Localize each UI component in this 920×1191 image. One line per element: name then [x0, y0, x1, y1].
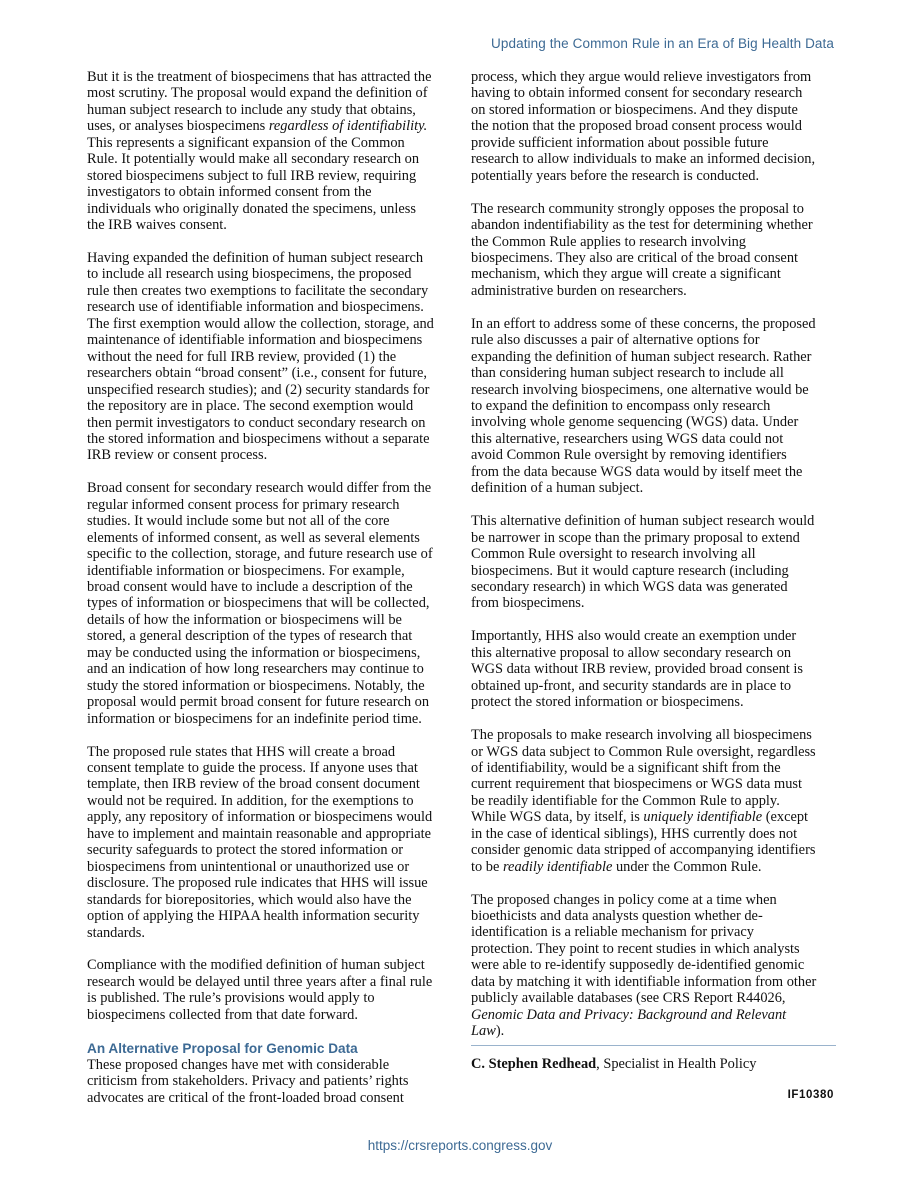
- text-line: IRB review or consent process.: [87, 447, 268, 464]
- emphasis-text: uniquely identifiable: [643, 809, 763, 826]
- text-line: expanding the definition of human subject research. Rather: [471, 348, 812, 365]
- section-heading: An Alternative Proposal for Genomic Data: [87, 1040, 358, 1056]
- text-line: template, then IRB review of the broad consent document: [87, 776, 420, 793]
- text-line: obtained up-front, and security standards are in place to: [471, 677, 792, 694]
- text-line: this alternative, researchers using WGS data could not: [471, 430, 784, 447]
- text-line: maintenance of identifiable information and biospecimens: [87, 332, 423, 349]
- text-line: proposal would permit broad consent for future research on: [87, 694, 430, 711]
- emphasis-text: readily identifiable: [502, 858, 613, 875]
- text-line: WGS data without IRB review, provided broad consent is: [471, 661, 803, 678]
- text-run: ).: [495, 1023, 505, 1040]
- text-line: publicly available databases (see CRS Report R44026,: [471, 990, 786, 1007]
- text-line: security safeguards to protect the stored information or: [87, 842, 404, 859]
- text-line: provide sufficient information about possible future: [471, 134, 769, 151]
- text-line: without the need for full IRB review, provided (1) the: [87, 348, 397, 365]
- paragraph-advocates-critique: [471, 69, 835, 184]
- text-line: This alternative definition of human subject research would: [471, 513, 815, 530]
- text-line: details of how the information or biospecimens will be: [87, 611, 402, 628]
- text-line: in the case of identical siblings), HHS currently does not: [471, 825, 798, 842]
- text-line: may be conducted using the information or biospecimens,: [87, 644, 421, 661]
- text-line: protect the stored information or biospecimens.: [471, 694, 744, 711]
- text-line: potentially years before the research is conducted.: [471, 167, 760, 184]
- text-line: regular informed consent process for primary research: [87, 496, 400, 513]
- text-line: biospecimens collected from that date forward.: [87, 1006, 358, 1023]
- text-line: investigators to obtain informed consent from the: [87, 184, 372, 201]
- footer-link[interactable]: https://crsreports.congress.gov: [367, 1138, 553, 1153]
- text-line: this alternative proposal to allow secondary research on: [471, 644, 792, 661]
- text-line: abandon indentifiability as the test for determining whether: [471, 217, 813, 234]
- text-line: biospecimens. They also are critical of the broad consent: [471, 249, 799, 266]
- text-line: on stored information or biospecimens. And they dispute: [471, 101, 798, 118]
- paragraph-exemptions: [87, 250, 451, 464]
- paragraph-significant-shift: [471, 727, 835, 875]
- paragraph-compliance: [87, 957, 451, 1023]
- text-line: individuals who originally donated the specimens, unless: [87, 200, 416, 217]
- text-line: identifiable information or biospecimens. For example,: [87, 562, 405, 579]
- text-line: avoid Common Rule oversight by removing identifiers: [471, 447, 787, 464]
- text-line: and an indication of how long researchers may continue to: [87, 661, 424, 678]
- text-line: In an effort to address some of these concerns, the proposed: [471, 315, 816, 332]
- text-line: the stored information and biospecimens without a separate: [87, 430, 430, 447]
- author-divider: [471, 1045, 836, 1046]
- text-line: most scrutiny. The proposal would expand the definition of: [87, 85, 428, 102]
- text-line: standards for biorepositories, which would also have the: [87, 891, 412, 908]
- text-line: criticism from stakeholders. Privacy and patients’ rights: [87, 1073, 409, 1090]
- text-line: definition of a human subject.: [471, 480, 644, 497]
- text-line: research involving biospecimens, one alternative would be: [471, 381, 809, 398]
- text-line: bioethicists and data analysts question whether de-: [471, 908, 763, 925]
- text-line: consent template to guide the process. If anyone uses that: [87, 759, 418, 776]
- text-line: biospecimens from unintentional or unauthorized use or: [87, 858, 410, 875]
- text-line: Importantly, HHS also would create an exemption under: [471, 628, 797, 645]
- text-line: standards.: [87, 924, 145, 941]
- text-run: uses, or analyses biospecimens: [87, 118, 269, 135]
- text-line: or WGS data subject to Common Rule oversight, regardless: [471, 743, 816, 760]
- paragraph-alternative-options: [471, 316, 835, 497]
- text-line: [471, 1007, 835, 1023]
- paragraph-research-community: [471, 201, 835, 300]
- text-line: types of information or biospecimens that will be collected,: [87, 595, 430, 612]
- text-line: [87, 118, 451, 134]
- text-line: The first exemption would allow the collection, storage, and: [87, 315, 434, 332]
- paragraph-broad-consent: [87, 480, 451, 727]
- text-line: to include all research using biospecimens, the proposed: [87, 266, 412, 283]
- text-line: have to implement and maintain reasonable and appropriate: [87, 825, 432, 842]
- author-name: C. Stephen Redhead: [471, 1055, 597, 1072]
- text-line: human subject research to include any study that obtains,: [87, 101, 416, 118]
- text-line: involving whole genome sequencing (WGS) data. Under: [471, 414, 799, 431]
- text-line: research use of identifiable information and biospecimens.: [87, 299, 424, 316]
- text-line: to expand the definition to encompass only research: [471, 398, 771, 415]
- text-line: rule also discusses a pair of alternative options for: [471, 332, 760, 349]
- text-line: research would be delayed until three years after a final rule: [87, 973, 433, 990]
- text-line: broad consent would have to include a description of the: [87, 579, 413, 596]
- text-line: apply, any repository of information or biospecimens would: [87, 809, 433, 826]
- text-line: then permit investigators to conduct secondary research on: [87, 414, 426, 431]
- right-column: [471, 69, 835, 1072]
- author-line: [471, 1056, 835, 1072]
- text-line: The proposed changes in policy come at a time when: [471, 891, 777, 908]
- text-line: identification is a reliable mechanism for privacy: [471, 924, 754, 941]
- text-line: The proposals to make research involving all biospecimens: [471, 727, 812, 744]
- paragraph-deidentification: [471, 892, 835, 1040]
- text-run: While WGS data, by itself, is: [471, 809, 644, 826]
- text-line: Rule. It potentially would make all secondary research on: [87, 151, 420, 168]
- text-line: information or biospecimens for an indefinite period time.: [87, 710, 422, 727]
- text-line: Compliance with the modified definition of human subject: [87, 957, 425, 974]
- text-line: from the data because WGS data would by itself meet the: [471, 463, 803, 480]
- text-line: administrative burden on researchers.: [471, 282, 687, 299]
- text-line: unspecified research studies); and (2) security standards for: [87, 381, 430, 398]
- text-line: Common Rule oversight to research involving all: [471, 546, 756, 563]
- text-line: from biospecimens.: [471, 595, 585, 612]
- text-line: This represents a significant expansion of the Common: [87, 134, 405, 151]
- text-line: But it is the treatment of biospecimens that has attracted the: [87, 69, 432, 85]
- text-line: the IRB waives consent.: [87, 217, 227, 234]
- text-line: having to obtain informed consent for secondary research: [471, 85, 803, 102]
- text-line: the repository are in place. The second exemption would: [87, 398, 414, 415]
- text-run: to be: [471, 858, 503, 875]
- report-title-emphasis: Law: [471, 1023, 496, 1040]
- text-line: disclosure. The proposed rule indicates that HHS will issue: [87, 875, 428, 892]
- text-line: elements of informed consent, as well as several elements: [87, 529, 420, 546]
- emphasis-text: regardless of identifiability.: [268, 118, 428, 135]
- text-line: protection. They point to recent studies in which analysts: [471, 940, 800, 957]
- text-line: the Common Rule applies to research involving: [471, 233, 746, 250]
- report-title-emphasis: Genomic Data and Privacy: Background and Relevant: [471, 1006, 787, 1023]
- text-line: [471, 809, 835, 825]
- text-line: The proposed rule states that HHS will create a broad: [87, 743, 396, 760]
- text-line: consider genomic data stripped of accompanying identifiers: [471, 842, 816, 859]
- paragraph-narrower-scope: [471, 513, 835, 612]
- text-line: Broad consent for secondary research would differ from the: [87, 480, 432, 497]
- text-line: than considering human subject research to include all: [471, 365, 784, 382]
- text-line: The research community strongly opposes the proposal to: [471, 200, 804, 217]
- text-line: be narrower in scope than the primary proposal to extend: [471, 529, 800, 546]
- text-line: research to allow individuals to make an informed decision,: [471, 151, 816, 168]
- running-header-title: Updating the Common Rule in an Era of Big Health Data: [491, 36, 834, 51]
- text-line: researchers obtain “broad consent” (i.e., consent for future,: [87, 365, 428, 382]
- document-id: IF10380: [787, 1089, 834, 1101]
- text-line: would not be required. In addition, for the exemptions to: [87, 792, 414, 809]
- text-line: study the stored information or biospecimens. Notably, the: [87, 677, 425, 694]
- text-run: under the Common Rule.: [612, 858, 762, 875]
- text-line: [471, 1023, 835, 1039]
- text-line: process, which they argue would relieve investigators from: [471, 69, 812, 85]
- text-line: mechanism, which they argue will create a significant: [471, 266, 781, 283]
- text-line: rule then creates two exemptions to facilitate the secondary: [87, 282, 429, 299]
- text-line: [471, 859, 835, 875]
- text-line: These proposed changes have met with considerable: [87, 1056, 390, 1073]
- text-line: the notion that the proposed broad consent process would: [471, 118, 802, 135]
- text-run: (except: [762, 809, 809, 826]
- text-line: Having expanded the definition of human subject research: [87, 249, 424, 266]
- text-line: studies. It would include some but not all of the core: [87, 513, 390, 530]
- paragraph-biospecimen-scrutiny: [87, 69, 451, 234]
- author-title: , Specialist in Health Policy: [596, 1055, 757, 1072]
- text-line: advocates are critical of the front-loaded broad consent: [87, 1089, 404, 1106]
- left-column: [87, 69, 451, 1122]
- paragraph-consent-template: [87, 744, 451, 941]
- paragraph-criticism: [87, 1057, 451, 1106]
- text-line: data by matching it with identifiable information from other: [471, 973, 817, 990]
- text-line: stored biospecimens subject to full IRB review, requiring: [87, 167, 417, 184]
- text-line: current requirement that biospecimens or WGS data must: [471, 776, 803, 793]
- text-line: option of applying the HIPAA health information security: [87, 908, 420, 925]
- text-line: were able to re-identify supposedly de-identified genomic: [471, 957, 805, 974]
- paragraph-wgs-exemption: [471, 628, 835, 710]
- text-line: specific to the collection, storage, and future research use of: [87, 546, 433, 563]
- text-line: stored, a general description of the types of research that: [87, 628, 413, 645]
- text-line: biospecimens. But it would capture research (including: [471, 562, 789, 579]
- text-line: secondary research) in which WGS data was generated: [471, 579, 788, 595]
- text-line: is published. The rule’s provisions would apply to: [87, 990, 375, 1007]
- text-line: be readily identifiable for the Common Rule to apply.: [471, 792, 780, 809]
- text-line: of identifiability, would be a significant shift from the: [471, 759, 781, 776]
